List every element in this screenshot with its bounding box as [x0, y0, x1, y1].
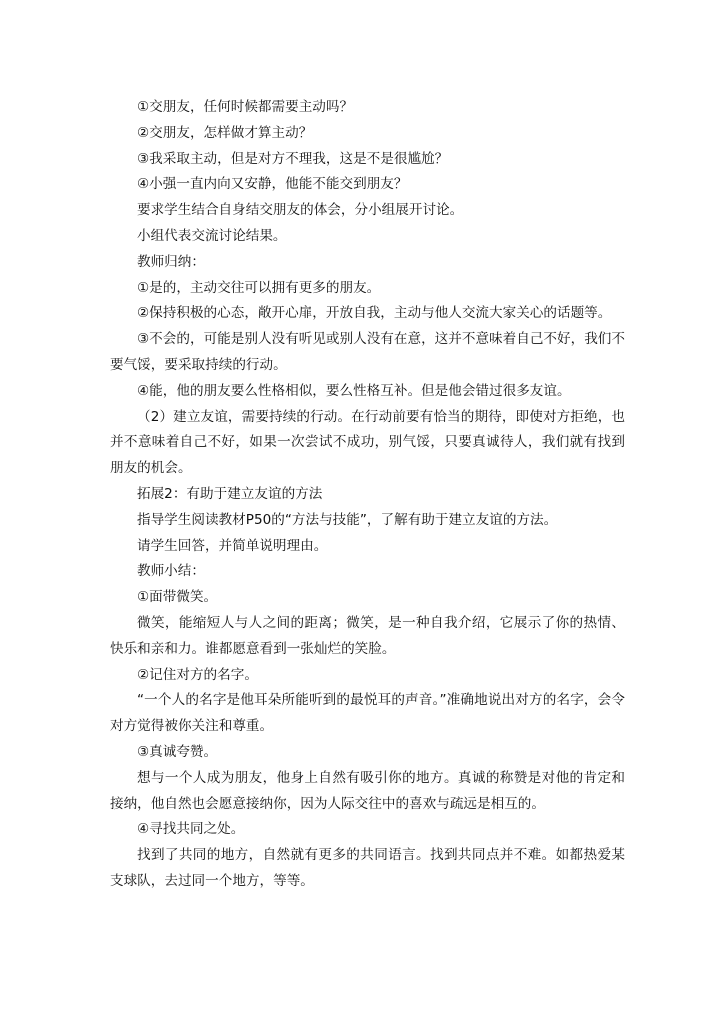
paragraph: （2）建立友谊，需要持续的行动。在行动前要有恰当的期待，即使对方拒绝，也并不意味着自己不好，如果一次尝试不成功，别气馁，只要真诚待人，我们就有找到朋友的机会。 [110, 408, 625, 477]
paragraph: 教师小结： [137, 563, 205, 580]
paragraph: 要求学生结合自身结交朋友的体会，分小组展开讨论。 [137, 202, 464, 219]
paragraph: 拓展2：有助于建立友谊的方法 [137, 485, 323, 502]
paragraph: 微笑，能缩短人与人之间的距离；微笑，是一种自我介绍，它展示了你的热情、快乐和亲和力。谁都愿意看到一张灿烂的笑脸。 [110, 614, 625, 657]
paragraph: ③真诚夸赞。 [137, 743, 218, 760]
paragraph: 小组代表交流讨论结果。 [137, 227, 287, 244]
paragraph: ④能，他的朋友要么性格相似，要么性格互补。但是他会错过很多友谊。 [137, 382, 571, 399]
paragraph: ②保持积极的心态，敞开心扉，开放自我，主动与他人交流大家关心的话题等。 [137, 305, 612, 322]
paragraph: ①是的，主动交往可以拥有更多的朋友。 [137, 279, 381, 296]
paragraph: 想与一个人成为朋友，他身上自然有吸引你的地方。真诚的称赞是对他的肯定和接纳，他自然也会愿意接纳你，因为人际交往中的喜欢与疏远是相互的。 [110, 769, 625, 812]
paragraph: “一个人的名字是他耳朵所能听到的最悦耳的声音。”准确地说出对方的名字，会令对方觉得被你关注和尊重。 [110, 692, 625, 735]
paragraph: 指导学生阅读教材P50的“方法与技能”，了解有助于建立友谊的方法。 [137, 511, 558, 528]
paragraph: ④寻找共同之处。 [137, 821, 245, 838]
paragraph: 教师归纳： [137, 253, 205, 270]
paragraph: ④小强一直内向又安静，他能不能交到朋友？ [137, 176, 408, 193]
paragraph: 请学生回答，并简单说明理由。 [137, 537, 328, 554]
paragraph: ③不会的，可能是别人没有听见或别人没有在意，这并不意味着自己不好，我们不要气馁，要采取持续的行动。 [110, 331, 625, 373]
paragraph: ①面带微笑。 [137, 589, 218, 606]
document-body [110, 95, 625, 895]
paragraph: 找到了共同的地方，自然就有更多的共同语言。找到共同点并不难。如都热爱某支球队，去过同一个地方，等等。 [110, 847, 625, 889]
paragraph: ③我采取主动，但是对方不理我，这是不是很尴尬？ [137, 150, 449, 167]
paragraph: ②交朋友，怎样做才算主动？ [137, 124, 313, 141]
paragraph: ①交朋友，任何时候都需要主动吗？ [137, 99, 354, 115]
paragraph: ②记住对方的名字。 [137, 666, 258, 683]
